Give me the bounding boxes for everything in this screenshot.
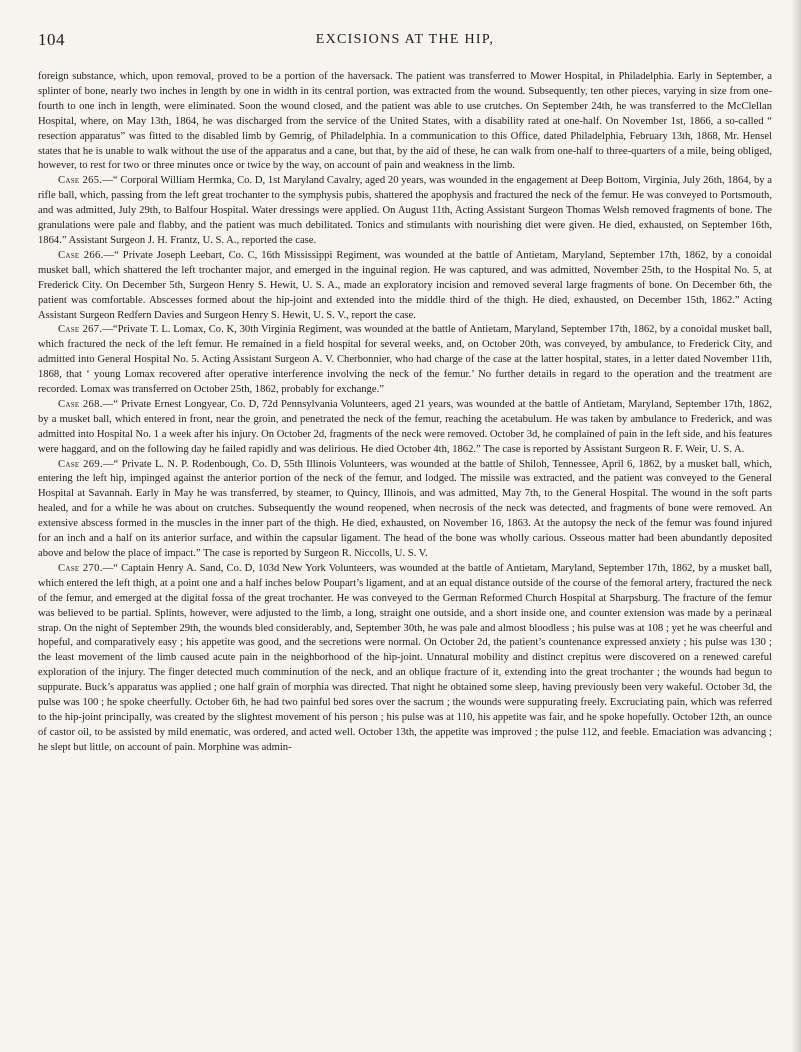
paragraph-text: —“Private T. L. Lomax, Co. K, 30th Virginia Regiment, was wounded at the battle of Antietam, Maryland, September 17th, 1862, by a conoidal musket ball, which fractured the neck of the left femur. He remained in a field hospital for several weeks, and, on October 20th, was conveyed, by ambulance, to Frederick City, and admitted into General Hospital No. 5. Acting Assistant Surgeon A. V. Cherbonnier, who had charge of the case at the latter hospital, states, in a letter dated November 11th, 1868, that ‘ young Lomax recovered after operative interference involving the neck of the femur.’ No further details in regard to the operation and the treatment are recorded. Lomax was transferred on October 25th, 1862, probably for exchange.” — [38, 324, 772, 396]
document-page — [38, 30, 772, 756]
running-title: EXCISIONS AT THE HIP, — [315, 32, 495, 47]
page-number: 104 — [38, 30, 65, 49]
case-label: Case 268. — [58, 398, 103, 410]
case-265-paragraph — [38, 174, 772, 249]
page-edge-shadow — [791, 0, 801, 1052]
case-label: Case 270. — [58, 562, 103, 574]
paragraph-text: —“ Captain Henry A. Sand, Co. D, 103d New York Volunteers, was wounded at the battle of Antietam, Maryland, September 17th, 1862, by a musket ball, which entered the left thigh, at a point one and a half inches below Poupart’s ligament, and at an equal distance outside of the course of the femoral artery, fractured the neck of the femur, and emerged at the digital fossa of the great trochanter. He was conveyed to the German Reformed Church Hospital at Sharpsburg. The fracture of the femur was believed to be partial. Splints, however, were adjusted to the limb, a long, straight one outside, and a short inside one, and counter extension was made by a perinæal strap. On the night of September 29th, the wounds bled considerably, and, September 30th, he was pale and almost bloodless ; his pulse was at 108 ; yet he was cheerful and hopeful, and comparatively easy ; his appetite was good, and the secretions were normal. On October 2d, the patient’s countenance expressed anxiety ; his pulse was 130 ; the least movement of the limb caused acute pain in the neighborhood of the hip-joint. Unnatural mobility and distinct crepitus were discovered on a renewed careful exploration of the injury. The finger detected much comminution of the neck, and an oblique fracture of it, extending into the great trochanter ; the wounds had begun to suppurate. Buck’s apparatus was applied ; one half grain of morphia was directed. That night he obtained some sleep, having previously been very wakeful. October 3d, the pulse was 100 ; he spoke cheerfully. October 6th, he had two painful bed sores over the sacrum ; the wounds were suppurating freely. Excruciating pain, which was referred to the hip-joint principally, was created by the slightest movement of his person ; his pulse was at 110, his appetite was fair, and he spoke hopefully. October 12th, an ounce of castor oil, to be assisted by mild enematic, was ordered, and acted well. October 13th, the appetite was improved ; the pulse 112, and feeble. Emaciation was advancing ; he slept but little, on account of pain. Morphine was admin- — [38, 562, 772, 753]
case-270-paragraph — [38, 562, 772, 756]
paragraph-text: —“ Corporal William Hermka, Co. D, 1st Maryland Cavalry, aged 20 years, was wounded in the engagement at Deep Bottom, Virginia, July 26th, 1864, by a rifle ball, which, passing from the left great trochanter to the symphysis pubis, shattered the apophysis and fractured the neck of the femur. He was conveyed to Portsmouth, and was admitted, July 29th, to Balfour Hospital. Water dressings were applied. On August 11th, Acting Assistant Surgeon Thomas Welsh removed fragments of bone. The granulations were pale and flabby, and the patient was much debilitated. Tonics and stimulants with nourishing diet were given. He died, exhausted, on September 16th, 1864.” Assistant Surgeon J. H. Frantz, U. S. A., reported the case. — [38, 175, 772, 246]
case-266-paragraph — [38, 249, 772, 324]
case-269-paragraph — [38, 458, 772, 562]
paragraph-text: —“ Private Joseph Leebart, Co. C, 16th Mississippi Regiment, was wounded at the battle of Antietam, Maryland, September 17th, 1862, by a conoidal musket ball, which shattered the left trochanter major, and emerged in the inguinal region. He was captured, and was admitted, November 25th, to the Hospital No. 5, at Frederick City. On December 5th, Surgeon Henry S. Hewit, U. S. A., made an exploratory incision and removed several large fragments of bone. On December 6th, the patient was comfortable. Abscesses formed about the hip-joint and extended into the middle third of the thigh. He died, exhausted, on December 15th, 1862.” Acting Assistant Surgeon Redfern Davies and Surgeon Henry S. Hewit, U. S. V., report the case. — [38, 249, 772, 321]
paragraph-text: foreign substance, which, upon removal, proved to be a portion of the haversack. The patient was transferred to Mower Hospital, in Philadelphia. Early in September, a splinter of bone, nearly two inches in length by one in width in its central portion, was extracted from the wound. Subsequently, ten other pieces, varying in size from one-fourth to one inch in length, were eliminated. Soon the wound closed, and the patient was able to use crutches. On September 24th, he was transferred to the McClellan Hospital, where, on May 13th, 1864, he was discharged from the service of the United States, with a disability rated at one-half. On November 1st, 1866, a so-called “ resection apparatus” was fitted to the disabled limb by Gemrig, of Philadelphia. In a communication to this Office, dated Philadelphia, February 13th, 1868, Mr. Hensel states that he is unable to walk without the use of the apparatus and a cane, but that, by the aid of these, he can walk from one-half to three-quarters of a mile, being obliged, however, to rest for two or three minutes once or twice by the way, on account of pain and weakness in the limb. — [38, 71, 772, 172]
body-text — [38, 70, 772, 756]
case-label: Case 267. — [58, 324, 103, 336]
case-label: Case 266. — [58, 249, 104, 261]
running-head — [38, 30, 772, 56]
case-label: Case 269. — [58, 458, 103, 470]
paragraph-continuation — [38, 70, 772, 174]
paragraph-text: —“ Private L. N. P. Rodenbough, Co. D, 55th Illinois Volunteers, was wounded at the battle of Shiloh, Tennessee, April 6, 1862, by a musket ball, which, entering the left hip, impinged against the anterior portion of the neck of the femur, and lodged. The missile was extracted, and the patient was conveyed to the General Hospital at Savannah. Early in May he was transferred, by steamer, to Quincy, Illinois, and was admitted, May 7th, to the General Hospital. The wound in the soft parts healed, and for a while he was about on crutches. Subsequently the wound reopened, when necrosis of the neck was detected, and fragments of bone were removed. An extensive abscess formed in the muscles in the inner part of the thigh. He died, exhausted, on November 16, 1863. At the autopsy the neck of the femur was found injured for an inch and a half on its anterior surface, and within the capsular ligament. The head of the bone was wholly carious. Osseous matter had been abundantly deposited above and below the place of impact.” The case is reported by Surgeon R. Niccolls, U. S. V. — [38, 458, 772, 559]
case-label: Case 265. — [58, 175, 103, 187]
paragraph-text: —“ Private Ernest Longyear, Co. D, 72d Pennsylvania Volunteers, aged 21 years, was wounded at the battle of Antietam, Maryland, September 17th, 1862, by a musket ball, which entered in front, near the groin, and penetrated the neck of the femur, reaching the acetabulum. He was taken by ambulance to Frederick, and was admitted into Hospital No. 1 a week after his injury. On October 2d, fragments of the neck were removed. October 3d, he complained of pain in the left side, and his features were haggard, and on the following day he failed rapidly and was delirious. He died October 4th, 1862.” The case is reported by Assistant Surgeon R. F. Weir, U. S. A. — [38, 398, 772, 455]
case-267-paragraph — [38, 323, 772, 398]
case-268-paragraph — [38, 398, 772, 458]
